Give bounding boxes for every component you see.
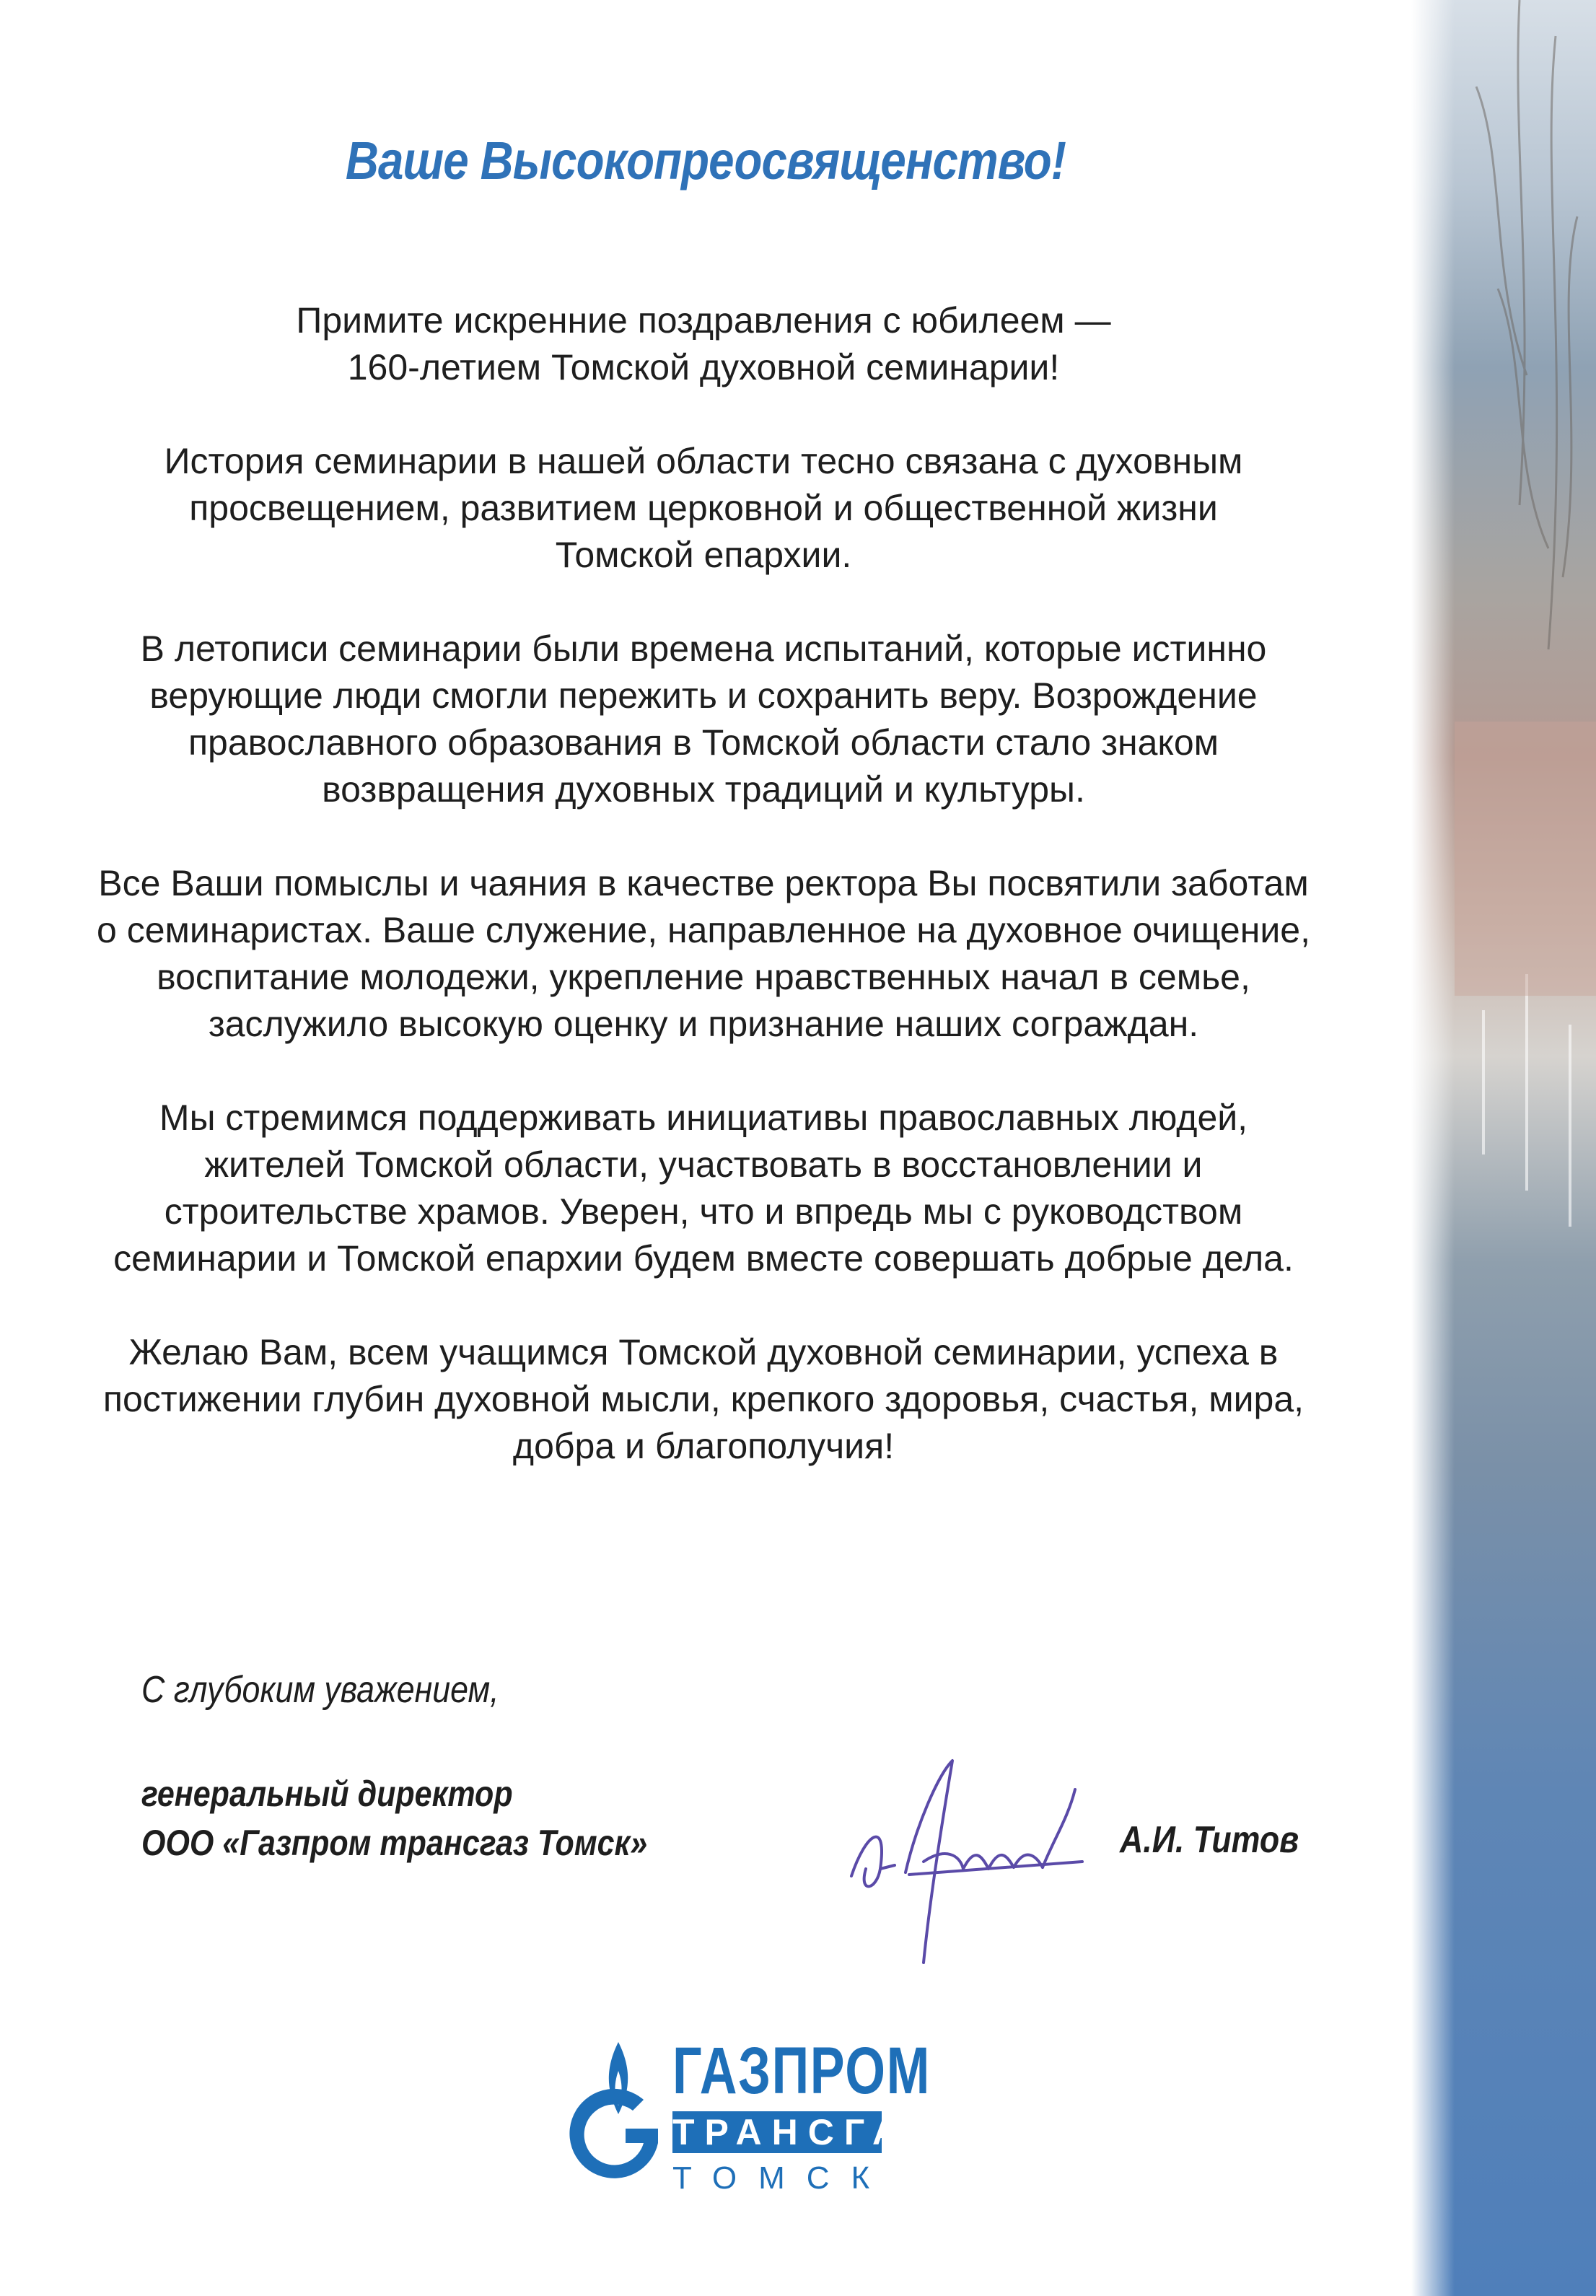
paragraph-trials: В летописи семинарии были времена испытаний, которые истинно верующие люди смогли пережить и сохранить веру. Возрождение православного образования в Томской области стало знаком возвращения духовных традиций и культуры. (140, 628, 1267, 810)
paragraph-support: Мы стремимся поддерживать инициативы православных людей, жителей Томской области, участвовать в восстановлении и строительстве храмов. Уверен, что и впредь мы с руководством семинарии и Томской епархии будем вместе совершать добрые дела. (113, 1097, 1294, 1279)
logo-text-gazprom: ГАЗПРОМ (672, 2034, 931, 2108)
paragraph-rector-service: Все Ваши помыслы и чаяния в качестве ректора Вы посвятили заботам о семинаристах. Ваше служение, направленное на духовное очищение, воспитание молодежи, укрепление нравственных начал в семье, заслужило высокую оценку и признание наших сограждан. (97, 863, 1310, 1044)
paragraph-history: История семинарии в нашей области тесно связана с духовным просвещением, развитием церковной и общественной жизни Томской епархии. (164, 441, 1243, 575)
salutation-heading: Ваше Высокопреосвященство! (345, 131, 1066, 190)
logo-text-tomsk: ТОМСК (672, 2160, 892, 2196)
closing-phrase: С глубоким уважением, (141, 1669, 499, 1711)
letter-body (58, 297, 1349, 1517)
decorative-photo-strip (1411, 0, 1596, 2296)
signer-name: А.И. Титов (1120, 1819, 1299, 1861)
handwritten-signature (837, 1746, 1097, 1977)
position-title: генеральный директор (141, 1774, 513, 1814)
paragraph-congratulations: Примите искренние поздравления с юбилеем — 160-летием Томской духовной семинарии! (296, 300, 1111, 387)
logo-text-transgaz: ТРАНСГАЗ (672, 2112, 942, 2152)
signer-position (141, 1769, 647, 1867)
paragraph-wishes: Желаю Вам, всем учащимся Томской духовной семинарии, успеха в постижении глубин духовной мысли, крепкого здоровья, счастья, мира, добра и благополучия! (102, 1332, 1305, 1466)
company-logo (564, 2028, 942, 2208)
photo-fade (1411, 0, 1455, 2296)
flame-g-logo-icon (564, 2028, 672, 2208)
company-name: ООО «Газпром трансгаз Томск» (141, 1823, 648, 1863)
